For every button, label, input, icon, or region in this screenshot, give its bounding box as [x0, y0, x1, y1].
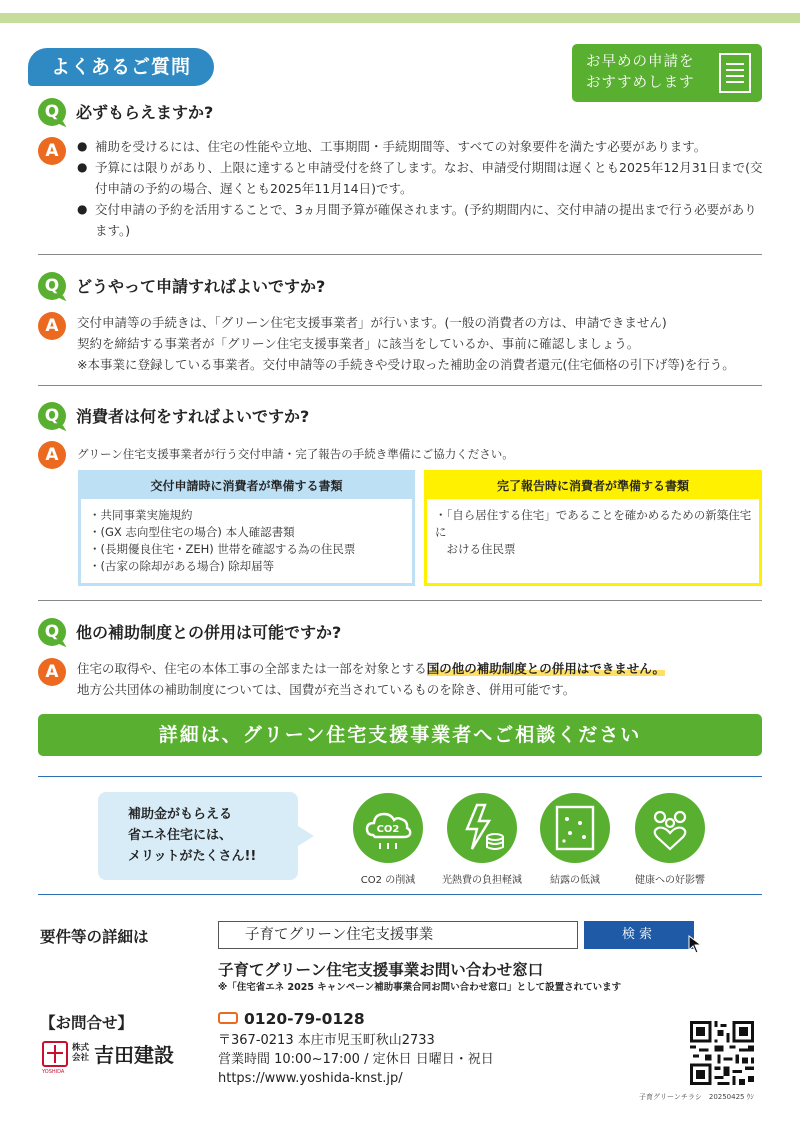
answer-bullet: ● 交付申請の予約を活用することで、3ヵ月間予算が確保されます。(予約期間内に、交付申請の提出まで行う必要があります。) — [77, 199, 767, 241]
document-icon — [719, 53, 751, 93]
document-item: ・(長期優良住宅・ZEH) 世帯を確認する為の住民票 — [89, 542, 356, 556]
question-text: 他の補助制度との併用は可能ですか? — [76, 623, 342, 642]
answer-line: 地方公共団体の補助制度については、国費が充当されているものを除き、併用可能です。 — [77, 682, 576, 697]
merit-bubble: 補助金がもらえる 省エネ住宅には、 メリットがたくさん!! — [98, 792, 298, 880]
merit-label: 健康への好影響 — [635, 875, 705, 886]
answer-line: ※本事業に登録している事業者。交付申請等の手続きや受け取った補助金の消費者還元(住宅価格の引下げ等)を行う。 — [77, 357, 735, 372]
document-item: ・(GX 志向型住宅の場合) 本人確認書類 — [89, 525, 295, 539]
divider — [38, 254, 762, 255]
svg-text:CO2: CO2 — [376, 824, 400, 835]
document-item: おける住民票 — [435, 542, 516, 556]
merit-label: 光熱費の負担軽減 — [442, 875, 522, 886]
application-documents-box — [78, 470, 415, 586]
answer-line: 契約を締結する事業者が「グリーン住宅支援事業者」に該当をしているか、事前に確認しましょう。 — [77, 336, 640, 351]
requirements-label: 要件等の詳細は — [40, 928, 149, 946]
search-input[interactable]: 子育てグリーン住宅支援事業 — [218, 921, 578, 949]
divider — [38, 385, 762, 386]
contact-label: 【お問合せ】 — [40, 1014, 134, 1032]
q-badge: Q — [38, 402, 66, 430]
address: 〒367-0213 本庄市児玉町秋山2733 — [218, 1033, 435, 1048]
document-item: ・(古家の除却がある場合) 除却届等 — [89, 559, 275, 573]
q-badge: Q — [38, 618, 66, 646]
early-line-1: お早めの申請を — [586, 54, 695, 70]
answer-3: グリーン住宅支援事業者が行う交付申請・完了報告の手続き準備にご協力ください。 — [77, 447, 514, 461]
answer-4 — [77, 658, 767, 700]
window-condensation-icon — [540, 793, 610, 863]
a-badge: A — [38, 658, 66, 686]
early-application-badge — [572, 44, 762, 102]
company-mark-icon — [42, 1041, 68, 1067]
family-heart-icon — [635, 793, 705, 863]
consult-banner: 詳細は、グリーン住宅支援事業者へご相談ください — [38, 714, 762, 756]
answer-bullet: ● 補助を受けるには、住宅の性能や立地、工事期間・手続期間等、すべての対象要件を満たす必要があります。 — [77, 136, 767, 157]
box-title: 完了報告時に消費者が準備する書類 — [427, 473, 759, 499]
phone-number: 0120-79-0128 — [218, 1010, 365, 1028]
answer-2 — [77, 312, 767, 375]
co2-cloud-icon — [353, 793, 423, 863]
early-line-2: おすすめします — [586, 75, 695, 91]
merit-label: 結露の低減 — [550, 875, 600, 886]
document-item: ・「自ら居住する住宅」であることを確かめるための新築住宅に — [435, 508, 752, 539]
a-badge: A — [38, 312, 66, 340]
merit-condensation — [520, 793, 630, 886]
section-divider — [38, 776, 762, 777]
qr-code[interactable] — [690, 1021, 754, 1085]
divider — [38, 600, 762, 601]
footer-note: 子育グリーンチラシ 20250425 ｳｼ — [639, 1093, 754, 1101]
answer-bullet: ● 予算には限りがあり、上限に達すると申請受付を終了します。なお、申請受付期間は遅くとも2025年12月31日まで(交付申請の予約の場合、遅くとも2025年11月14日)です。 — [77, 157, 767, 199]
energy-coins-icon — [447, 793, 517, 863]
a-badge: A — [38, 137, 66, 165]
highlight-text: 国の他の補助制度との併用はできません。 — [426, 661, 666, 676]
completion-documents-box — [424, 470, 762, 586]
question-text: 消費者は何をすればよいですか? — [76, 407, 310, 426]
contact-details — [218, 1031, 494, 1088]
inquiry-window-title: 子育てグリーン住宅支援事業お問い合わせ窓口 — [218, 961, 544, 979]
answer-1 — [77, 136, 767, 241]
cursor-icon — [688, 935, 704, 955]
company-logo: 株式 会社 吉田建設 YOSHIDA — [42, 1041, 192, 1073]
free-dial-icon — [218, 1012, 238, 1024]
question-text: 必ずもらえますか? — [76, 103, 214, 122]
top-accent-bar — [0, 13, 800, 23]
answer-line: 交付申請等の手続きは、「グリーン住宅支援事業者」が行います。(一般の消費者の方は、申請できません) — [77, 315, 667, 330]
company-name: 吉田建設 — [94, 1043, 174, 1067]
faq-title: よくあるご質問 — [28, 48, 214, 86]
a-badge: A — [38, 441, 66, 469]
inquiry-window-note: ※「住宅省エネ 2025 キャンペーン補助事業合同お問い合わせ窓口」として設置されています — [218, 982, 622, 993]
website-link[interactable]: https://www.yoshida-knst.jp/ — [218, 1071, 403, 1086]
question-text: どうやって申請すればよいですか? — [76, 277, 326, 296]
section-divider — [38, 894, 762, 895]
box-title: 交付申請時に消費者が準備する書類 — [81, 473, 412, 499]
business-hours: 営業時間 10:00~17:00 / 定休日 日曜日・祝日 — [218, 1052, 494, 1067]
document-item: ・共同事業実施規約 — [89, 508, 193, 522]
answer-line: 住宅の取得や、住宅の本体工事の全部または一部を対象とする国の他の補助制度との併用はできません。 — [77, 661, 666, 676]
merit-label: CO2 の削減 — [360, 875, 416, 886]
q-badge: Q — [38, 272, 66, 300]
merit-health — [615, 793, 725, 886]
q-badge: Q — [38, 98, 66, 126]
search-button[interactable]: 検索 — [584, 921, 694, 949]
